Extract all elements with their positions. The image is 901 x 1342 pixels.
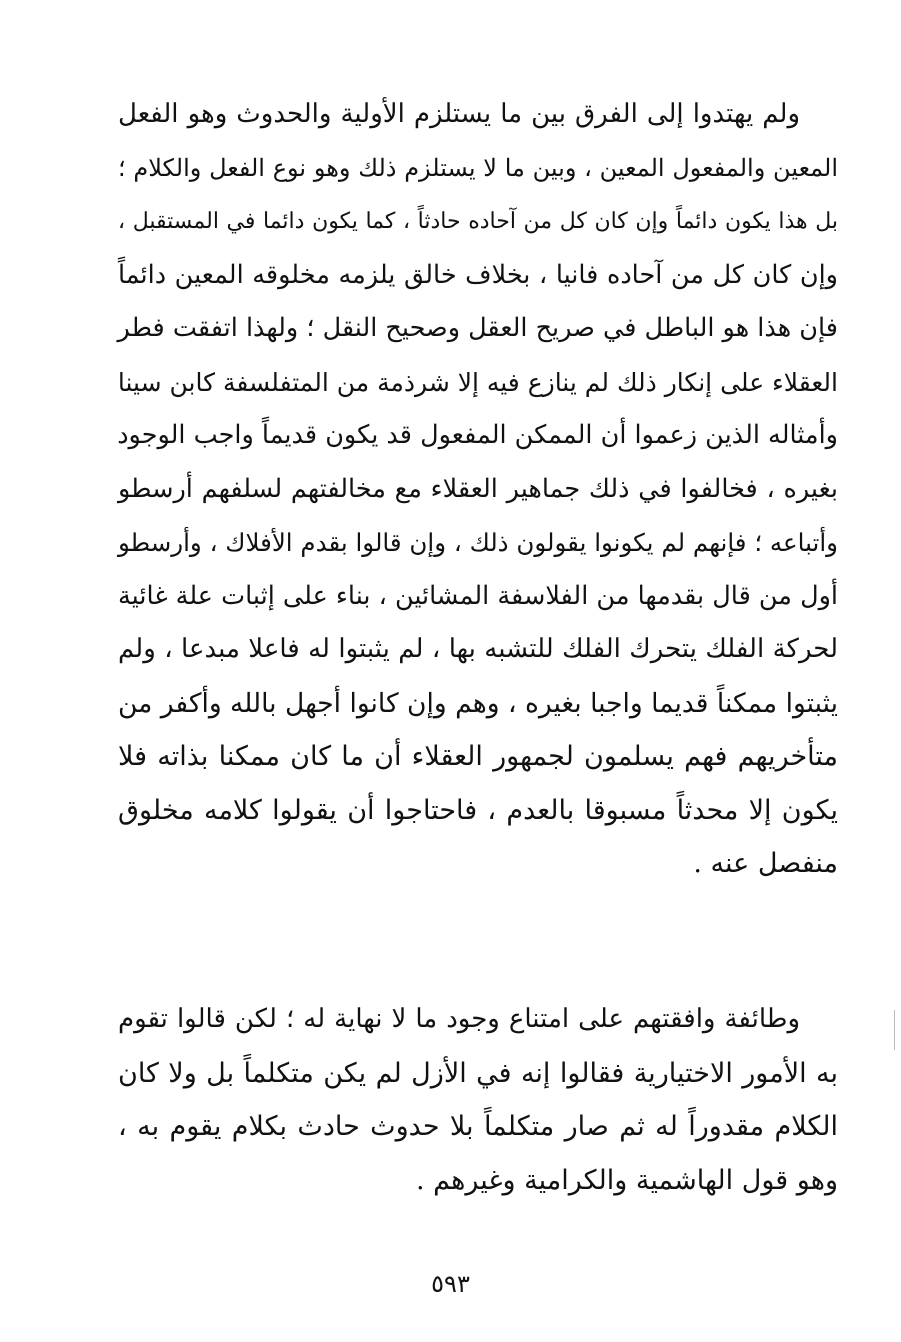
text-line: بغيره ، فخالفوا في ذلك جماهير العقلاء مع مخالفتهم لسلفهم أرسطو (118, 473, 838, 504)
text-line: ولم يهتدوا إلى الفرق بين ما يستلزم الأولية والحدوث وهو الفعل (118, 99, 800, 129)
scan-edge-mark (894, 1010, 895, 1050)
text-line: يثبتوا ممكناً قديما واجبا بغيره ، وهم وإن كانوا أجهل بالله وأكفر من (118, 687, 838, 719)
text-line: متأخريهم فهم يسلمون لجمهور العقلاء أن ما كان ممكنا بذاته فلا (118, 741, 838, 772)
text-line: وأتباعه ؛ فإنهم لم يكونوا يقولون ذلك ، وإن قالوا بقدم الأفلاك ، وأرسطو (118, 528, 838, 557)
text-line: وهو قول الهاشمية والكرامية وغيرهم . (415, 1164, 838, 1196)
text-line: بل هذا يكون دائماً وإن كان كل من آحاده حادثاً ، كما يكون دائما في المستقبل ، (118, 209, 838, 234)
paragraph-2 (118, 993, 838, 1207)
text-line: لحركة الفلك يتحرك الفلك للتشبه بها ، لم يثبتوا له فاعلا مبدعا ، ولم (118, 634, 838, 664)
text-line: المعين والمفعول المعين ، وبين ما لا يستلزم ذلك وهو نوع الفعل والكلام ؛ (118, 153, 838, 182)
text-line: يكون إلا محدثاً مسبوقا بالعدم ، فاحتاجوا أن يقولوا كلامه مخلوق (118, 794, 838, 826)
text-line: العقلاء على إنكار ذلك لم ينازع فيه إلا شرذمة من المتفلسفة كابن سينا (117, 367, 838, 397)
text-line: الكلام مقدوراً له ثم صار متكلماً بلا حدوث حادث بكلام يقوم به ، (118, 1111, 838, 1142)
text-line: أول من قال بقدمها من الفلاسفة المشائين ، بناء على إثبات علة غائية (118, 580, 838, 611)
text-line: فإن هذا هو الباطل في صريح العقل وصحيح النقل ؛ ولهذا اتفقت فطر (117, 313, 838, 343)
text-line: منفصل عنه . (693, 848, 838, 879)
paragraph-1 (118, 88, 838, 891)
page-number: ٥٩٣ (431, 1270, 470, 1298)
text-line: به الأمور الاختيارية فقالوا إنه في الأزل لم يكن متكلماً بل ولا كان (118, 1057, 838, 1089)
text-line: وأمثاله الذين زعموا أن الممكن المفعول قد يكون قديماً واجب الوجود (117, 420, 838, 450)
text-line: وإن كان كل من آحاده فانيا ، بخلاف خالق يلزمه مخلوقه المعين دائماً (118, 259, 838, 290)
text-line: وطائفة وافقتهم على امتناع وجود ما لا نهاية له ؛ لكن قالوا تقوم (118, 1004, 800, 1034)
